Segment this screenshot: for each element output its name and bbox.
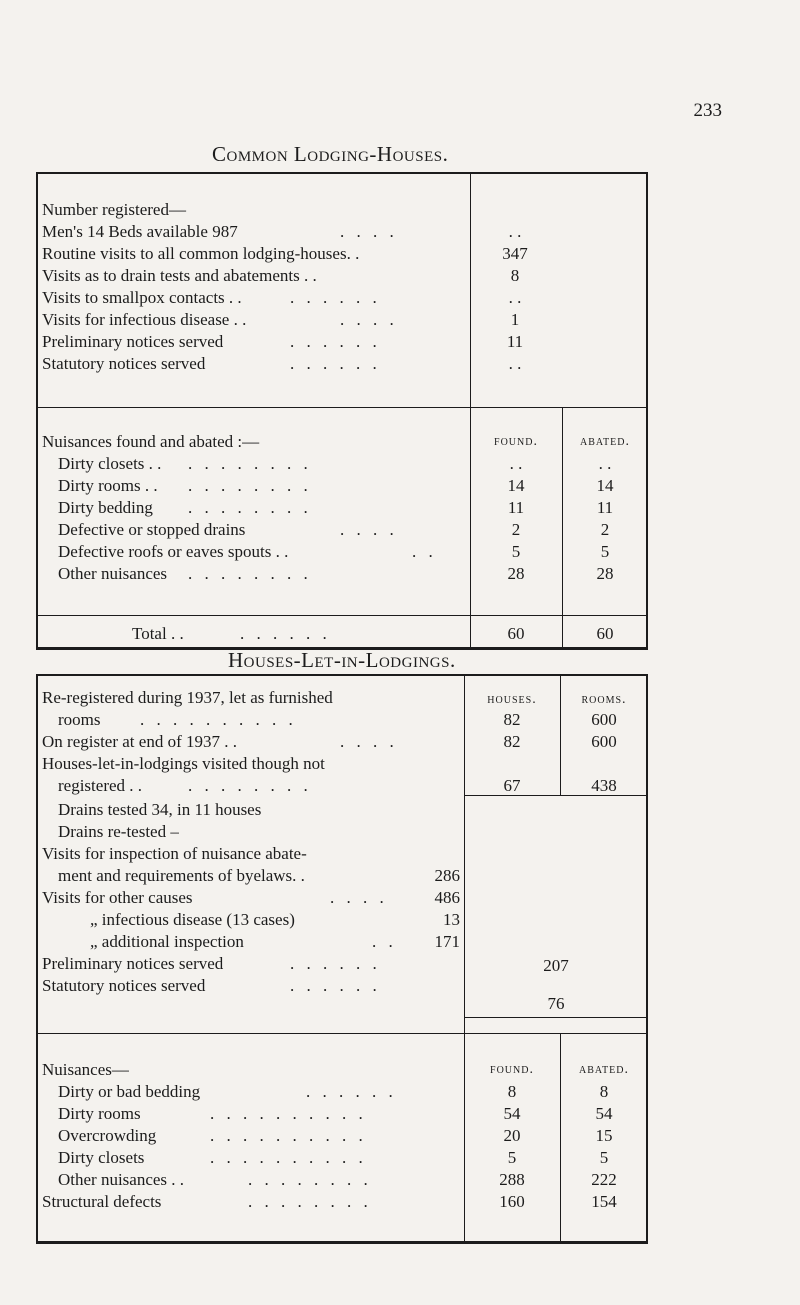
rooms-value: 438 bbox=[591, 776, 617, 795]
row-label: Dirty rooms bbox=[58, 1104, 141, 1123]
found-value: 160 bbox=[499, 1192, 525, 1211]
leader-dots: . . . . . . . . bbox=[188, 564, 312, 583]
row-rule bbox=[36, 1033, 648, 1034]
row-label: Defective roofs or eaves spouts . . bbox=[58, 542, 289, 561]
row-value: . . bbox=[508, 354, 522, 373]
leader-dots: . . . . . . . . . . bbox=[210, 1104, 367, 1123]
leader-dots: . . . . . . bbox=[290, 288, 381, 307]
row-label: Dirty closets bbox=[58, 1148, 145, 1167]
row-label: Drains re-tested – bbox=[58, 822, 179, 841]
leader-dots: . . . . bbox=[340, 732, 398, 751]
row-label: Re-registered during 1937, let as furnished bbox=[42, 688, 333, 707]
row-label: Statutory notices served bbox=[42, 976, 206, 995]
row-label: Dirty bedding bbox=[58, 498, 153, 517]
leader-dots: . . bbox=[372, 932, 397, 951]
row-value: 76 bbox=[547, 994, 565, 1013]
column-header-abated: abated. bbox=[580, 434, 630, 449]
leader-dots: . . bbox=[412, 542, 437, 561]
abated-value: 28 bbox=[596, 564, 614, 583]
column-header-rooms: rooms. bbox=[581, 692, 627, 707]
row-label: On register at end of 1937 . . bbox=[42, 732, 237, 751]
found-value: 14 bbox=[507, 476, 525, 495]
abated-value: 15 bbox=[595, 1126, 613, 1145]
sub-value: 171 bbox=[434, 932, 460, 951]
leader-dots: . . . . . . bbox=[290, 354, 381, 373]
section-title-houses-let-in-lodgings: Houses-Let-in-Lodgings. bbox=[228, 648, 456, 672]
row-label: Routine visits to all common lodging-houses. . bbox=[42, 244, 360, 263]
abated-value: . . bbox=[598, 454, 612, 473]
leader-dots: . . . . . . . . bbox=[188, 498, 312, 517]
row-value: . . bbox=[508, 222, 522, 241]
sub-value: 286 bbox=[434, 866, 460, 885]
row-value: 347 bbox=[502, 244, 528, 263]
row-value: 207 bbox=[543, 956, 569, 975]
row-label: Houses-let-in-lodgings visited though not bbox=[42, 754, 325, 773]
leader-dots: . . . . . . bbox=[306, 1082, 397, 1101]
column-header-found: found. bbox=[494, 434, 538, 449]
leader-dots: . . . . . . bbox=[290, 976, 381, 995]
leader-dots: . . . . . . . . bbox=[188, 476, 312, 495]
row-value: 8 bbox=[510, 266, 520, 285]
row-label: Drains tested 34, in 11 houses bbox=[58, 800, 262, 819]
row-label: Structural defects bbox=[42, 1192, 162, 1211]
page-number: 233 bbox=[693, 100, 722, 121]
leader-dots: . . . . . . . . . . bbox=[140, 710, 297, 729]
row-label: Dirty or bad bedding bbox=[58, 1082, 201, 1101]
leader-dots: . . . . bbox=[330, 888, 388, 907]
found-value: 5 bbox=[507, 1148, 517, 1167]
rooms-value: 600 bbox=[591, 732, 617, 751]
houses-value: 82 bbox=[503, 710, 521, 729]
row-label: Number registered— bbox=[42, 200, 186, 219]
leader-dots: . . . . . . . . bbox=[188, 454, 312, 473]
row-label: Preliminary notices served bbox=[42, 954, 224, 973]
column-header-abated: abated. bbox=[579, 1062, 629, 1077]
row-label: Defective or stopped drains bbox=[58, 520, 246, 539]
row-label: Other nuisances . . bbox=[58, 1170, 185, 1189]
row-rule bbox=[36, 615, 648, 616]
abated-value: 154 bbox=[591, 1192, 617, 1211]
leader-dots: . . . . . . . . . . bbox=[210, 1126, 367, 1145]
leader-dots: . . . . . . bbox=[290, 954, 381, 973]
nuisances-heading: Nuisances found and abated :— bbox=[42, 432, 260, 451]
row-label: Other nuisances bbox=[58, 564, 168, 583]
abated-value: 2 bbox=[600, 520, 610, 539]
row-label: „ additional inspection bbox=[90, 932, 244, 951]
rooms-value: 600 bbox=[591, 710, 617, 729]
row-label: Visits as to drain tests and abatements . . bbox=[42, 266, 317, 285]
row-value: 11 bbox=[506, 332, 524, 351]
found-value: 54 bbox=[503, 1104, 521, 1123]
row-label-continued: rooms bbox=[58, 710, 101, 729]
row-label: Visits for other causes bbox=[42, 888, 193, 907]
leader-dots: . . . . . . . . . . bbox=[210, 1148, 367, 1167]
abated-value: 5 bbox=[599, 1148, 609, 1167]
row-label: Overcrowding bbox=[58, 1126, 157, 1145]
found-value: 11 bbox=[507, 498, 525, 517]
row-value: 1 bbox=[510, 310, 520, 329]
found-value: 20 bbox=[503, 1126, 521, 1145]
nuisances-heading: Nuisances— bbox=[42, 1060, 129, 1079]
column-header-houses: houses. bbox=[487, 692, 537, 707]
leader-dots: . . . . . . . . bbox=[248, 1170, 372, 1189]
row-label: Visits for infectious disease . . bbox=[42, 310, 247, 329]
row-label: Dirty closets . . bbox=[58, 454, 162, 473]
leader-dots: . . . . . . bbox=[240, 624, 331, 643]
leader-dots: . . . . bbox=[340, 520, 398, 539]
found-value: 288 bbox=[499, 1170, 525, 1189]
column-header-found: found. bbox=[490, 1062, 534, 1077]
leader-dots: . . . . . . . . bbox=[248, 1192, 372, 1211]
abated-value: 14 bbox=[596, 476, 614, 495]
section-title-common-lodging-houses: Common Lodging-Houses. bbox=[212, 142, 449, 166]
found-value: . . bbox=[509, 454, 523, 473]
row-label: Men's 14 Beds available 987 bbox=[42, 222, 238, 241]
total-found: 60 bbox=[507, 624, 525, 643]
row-label: Preliminary notices served bbox=[42, 332, 224, 351]
total-label: Total . . bbox=[132, 624, 184, 643]
found-value: 8 bbox=[507, 1082, 517, 1101]
found-value: 28 bbox=[507, 564, 525, 583]
abated-value: 54 bbox=[595, 1104, 613, 1123]
leader-dots: . . . . . . . . bbox=[188, 776, 312, 795]
sub-value: 13 bbox=[443, 910, 460, 929]
leader-dots: . . . . bbox=[340, 222, 398, 241]
sub-value: 486 bbox=[434, 888, 460, 907]
leader-dots: . . . . . . bbox=[290, 332, 381, 351]
houses-value: 82 bbox=[503, 732, 521, 751]
total-abated: 60 bbox=[596, 624, 614, 643]
row-label: Statutory notices served bbox=[42, 354, 206, 373]
row-label: Visits for inspection of nuisance abate- bbox=[42, 844, 307, 863]
row-label-continued: registered . . bbox=[58, 776, 143, 795]
abated-value: 8 bbox=[599, 1082, 609, 1101]
found-value: 2 bbox=[511, 520, 521, 539]
found-value: 5 bbox=[511, 542, 521, 561]
row-value: . . bbox=[508, 288, 522, 307]
row-label: Visits to smallpox contacts . . bbox=[42, 288, 242, 307]
row-label: „ infectious disease (13 cases) bbox=[90, 910, 295, 929]
abated-value: 11 bbox=[596, 498, 614, 517]
abated-value: 222 bbox=[591, 1170, 617, 1189]
abated-value: 5 bbox=[600, 542, 610, 561]
row-label: ment and requirements of byelaws. . bbox=[58, 866, 305, 885]
houses-value: 67 bbox=[503, 776, 521, 795]
row-label: Dirty rooms . . bbox=[58, 476, 158, 495]
row-rule bbox=[464, 1017, 648, 1018]
leader-dots: . . . . bbox=[340, 310, 398, 329]
row-rule bbox=[36, 407, 648, 408]
